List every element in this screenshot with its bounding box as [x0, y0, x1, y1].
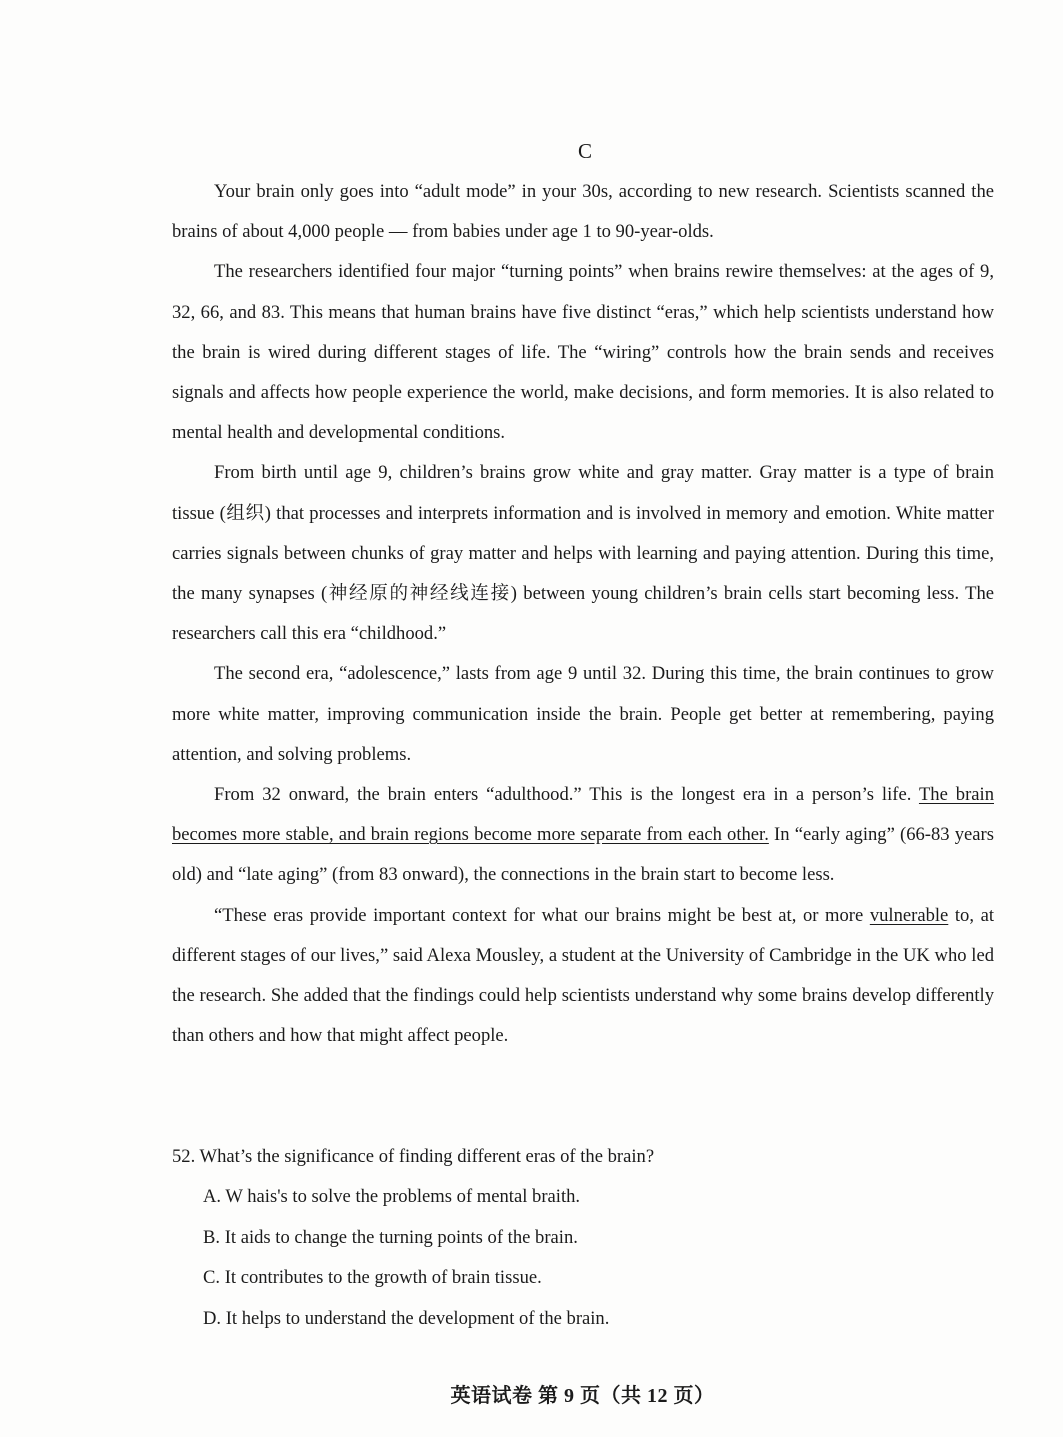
- passage-paragraph-1: Your brain only goes into “adult mode” in your 30s, according to new research. Scientists scanned the brains of about 4,000 people — from babies under age 1 to 90-year-olds.: [172, 181, 994, 243]
- section-letter: C: [577, 139, 592, 163]
- question-52: [172, 1137, 994, 1339]
- option-a: A. W hais's to solve the problems of mental braith.: [203, 1186, 581, 1208]
- option-d: D. It helps to understand the development of the brain.: [203, 1307, 610, 1329]
- passage-paragraph-6: [172, 896, 994, 1057]
- passage-paragraph-5: [172, 775, 994, 896]
- option-c: C. It contributes to the growth of brain tissue.: [203, 1267, 542, 1289]
- paragraph-5-lead: From 32 onward, the brain enters “adulthood.” This is the longest era in a person’s life.: [214, 784, 919, 806]
- underlined-sentence: The brain becomes more stable, and brain regions become more separate from each other.: [172, 784, 994, 846]
- paragraph-6-lead: “These eras provide important context for what our brains might be best at, or more: [214, 904, 870, 926]
- passage-paragraph-4: The second era, “adolescence,” lasts from age 9 until 32. During this time, the brain continues to grow more white matter, improving communication inside the brain. People get better at remembering, paying attention, and solving problems.: [172, 663, 994, 765]
- option-b: B. It aids to change the turning points of the brain.: [203, 1226, 578, 1248]
- paragraph-6-tail: to, at different stages of our lives,” said Alexa Mousley, a student at the University of Cambridge in the UK who led the research. She added that the findings could help scientists understand why some brains develop differently than others and how that might affect people.: [172, 904, 994, 1047]
- answer-options: [172, 1177, 994, 1339]
- paragraph-5-tail: In “early aging” (66-83 years old) and “late aging” (from 83 onward), the connections in the brain start to become less.: [172, 824, 994, 886]
- underlined-word-vulnerable: vulnerable: [869, 904, 949, 926]
- reading-passage: [172, 172, 994, 1056]
- question-stem: 52. What’s the significance of finding different eras of the brain?: [172, 1146, 655, 1167]
- passage-paragraph-3: From birth until age 9, children’s brains grow white and gray matter. Gray matter is a type of brain tissue (组织) that processes and interprets information and is involved in memory and emotion. White matter carries signals between chunks of gray matter and helps with learning and paying attention. During this time, the many synapses (神经原的神经线连接) between young children’s brain cells start becoming less. The researchers call this era “childhood.”: [172, 462, 994, 645]
- page-footer: 英语试卷 第 9 页（共 12 页）: [450, 1385, 715, 1407]
- passage-paragraph-2: The researchers identified four major “turning points” when brains rewire themselves: at the ages of 9, 32, 66, and 83. This means that human brains have five distinct “eras,” which help scientists understand how the brain is wired during different stages of life. The “wiring” controls how the brain sends and receives signals and affects how people experience the world, make decisions, and form memories. It is also related to mental health and developmental conditions.: [172, 261, 994, 444]
